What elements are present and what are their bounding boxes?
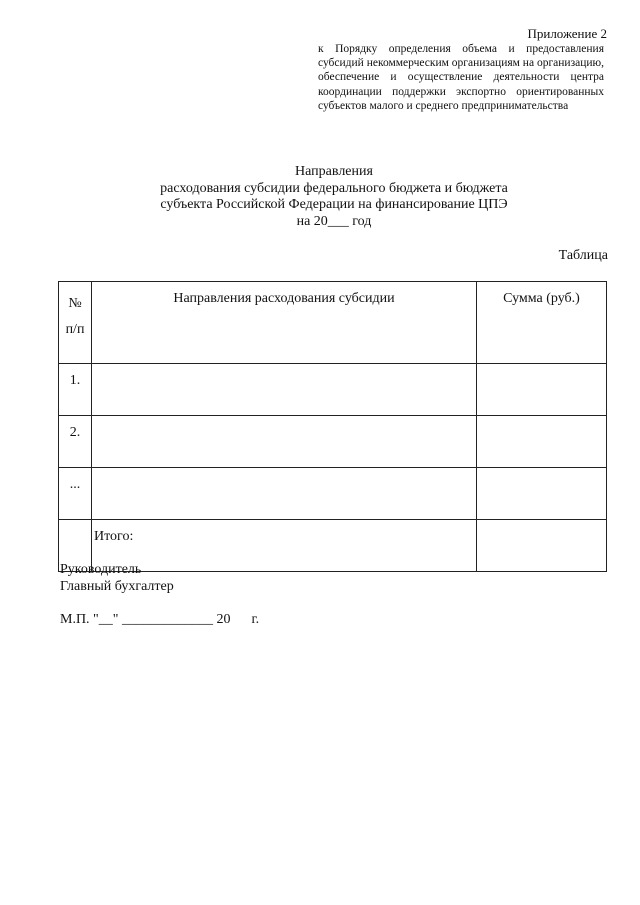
signature-chief-accountant: Главный бухгалтер: [60, 578, 174, 594]
heading-line-4: на 20___ год: [296, 213, 372, 229]
stamp-date-line: М.П. "__" _____________ 20 г.: [60, 612, 260, 627]
signature-head: Руководитель: [60, 562, 142, 577]
heading-line-1: Направления: [295, 164, 373, 179]
header-direction: Направления расходования субсидии: [92, 282, 477, 364]
table-header-row: [59, 282, 607, 364]
header-number-symbol: №: [68, 296, 82, 311]
signatures-block: [60, 562, 174, 595]
total-label: Итого:: [92, 520, 477, 572]
expense-directions-table: [58, 281, 607, 572]
header-amount: Сумма (руб.): [477, 282, 607, 364]
appendix-title: Приложение 2: [527, 26, 607, 41]
row-direction-cell: [92, 468, 477, 520]
row-direction-cell: [92, 364, 477, 416]
table-caption: Таблица: [558, 248, 608, 263]
row-amount-cell: [477, 364, 607, 416]
row-amount-cell: [477, 468, 607, 520]
appendix-reference-text: к Порядку определения объема и предоставления субсидий некоммерческим организациям на организацию, обеспечение и осуществление деятельности центра координации поддержки экспортно ориентированных субъектов малого и среднего предпринимательства: [318, 43, 604, 112]
header-number: [59, 282, 92, 364]
table-row: [59, 416, 607, 468]
row-number: ...: [59, 468, 92, 520]
header-number-abbrev: п/п: [65, 322, 85, 337]
table-row: [59, 364, 607, 416]
row-number: 1.: [59, 364, 92, 416]
document-heading: [0, 164, 640, 230]
row-number: 2.: [59, 416, 92, 468]
heading-line-3: субъекта Российской Федерации на финансирование ЦПЭ: [160, 197, 508, 212]
row-amount-cell: [477, 416, 607, 468]
total-amount-cell: [477, 520, 607, 572]
table-row: [59, 468, 607, 520]
row-direction-cell: [92, 416, 477, 468]
heading-line-2: расходования субсидии федерального бюджета и бюджета: [160, 180, 508, 196]
